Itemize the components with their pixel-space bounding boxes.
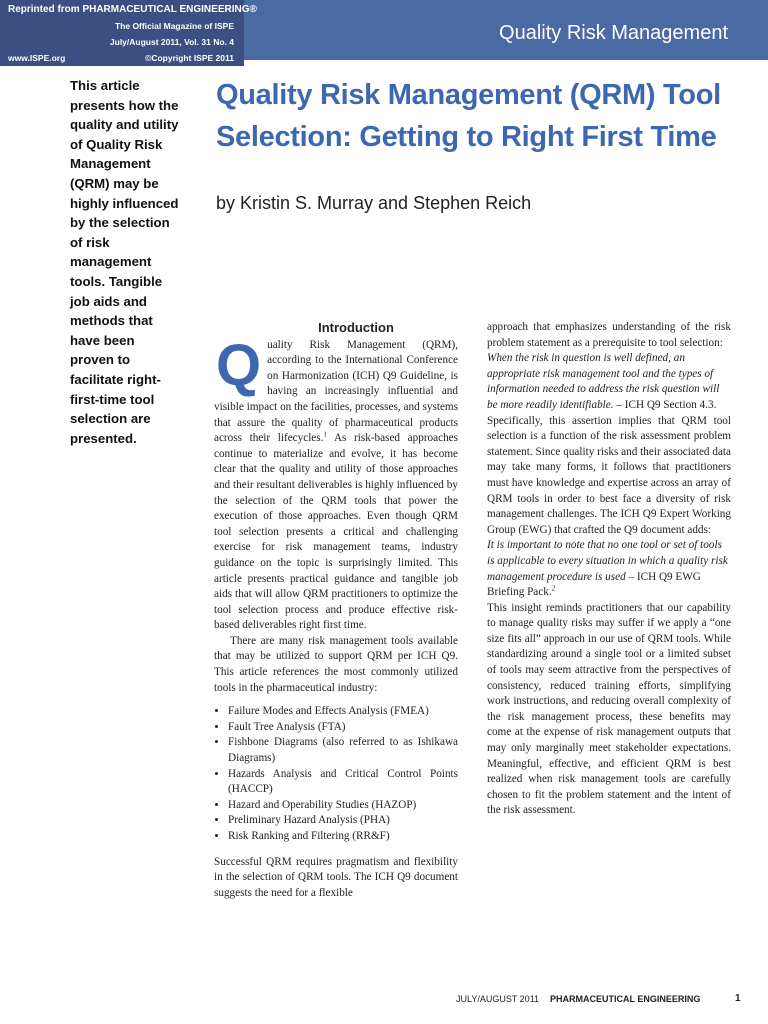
- article-byline: by Kristin S. Murray and Stephen Reich: [216, 193, 532, 213]
- block-quote: [487, 351, 731, 413]
- intro-text-continued: As risk-based approaches continue to materialize and evolve, it has become clear that the quality and utility of those approaches and their resultant deliverables is highly influenced by the selection of the QRM tools that power the execution of those approaches. Even though QRM tool selection presents a critical and challenging exercise for risk management teams, industry guidance on the topic is surprisingly limited. This article presents practical guidance and tangible job aids that will allow QRM practitioners to optimize the tool selection process and produce effective risk-based deliverables right first time.: [214, 432, 458, 632]
- section-title: Quality Risk Management: [499, 22, 728, 44]
- footnote-ref: 2: [551, 584, 556, 593]
- issue-line: July/August 2011, Vol. 31 No. 4: [109, 37, 234, 47]
- page-number: 1: [735, 993, 741, 1004]
- intro-text: uality Risk Management (QRM), according to the International Conference on Harmonization (ICH) Q9 Guideline, is having an increasingly influential and visible impact on the facilities, processes, and systems that assure the quality of pharmaceutical products across their lifecycles.: [214, 338, 458, 445]
- list-item: • Hazards Analysis and Critical Control Points (HACCP): [228, 767, 458, 798]
- column-left: [214, 320, 458, 901]
- reprint-line: Reprinted from PHARMACEUTICAL ENGINEERING®: [8, 4, 257, 15]
- quote-text: When the risk in question is well defined, an appropriate risk management tool and the types of information needed to address the risk question will be more readily identifiable.: [487, 352, 720, 411]
- column-right: [487, 320, 731, 819]
- body-paragraph: Successful QRM requires pragmatism and flexibility in the selection of QRM tools. The ICH Q9 document suggests the need for a flexible: [214, 855, 458, 899]
- intro-paragraph: [214, 332, 458, 634]
- footer-magazine: PHARMACEUTICAL ENGINEERING: [550, 994, 701, 1004]
- list-item: • Risk Ranking and Filtering (RR&F): [228, 829, 458, 845]
- body-paragraph: Specifically, this assertion implies that QRM tool selection is a function of the risk assessment problem statement. Since quality risks and their associated data may take many forms, it follows that practitioners must have knowledge and expertise across an array of QRM tools in order to best face a diversity of risk management challenges. The ICH Q9 Expert Working Group (EWG) that crafted the Q9 document adds:: [487, 414, 731, 536]
- list-item: • Hazard and Operability Studies (HAZOP): [228, 798, 458, 814]
- tools-intro-paragraph: There are many risk management tools available that may be utilized to support QRM per ICH Q9. This article references the most commonly utilized tools in the pharmaceutical industry:: [214, 634, 458, 694]
- list-item: • Preliminary Hazard Analysis (PHA): [228, 813, 458, 829]
- copyright-line: ©Copyright ISPE 2011: [145, 53, 234, 63]
- section-heading-introduction: Introduction: [318, 320, 394, 335]
- footer-issue: JULY/AUGUST 2011: [456, 994, 540, 1004]
- body-paragraph: approach that emphasizes understanding of the risk problem statement as a prerequisite to tool selection:: [487, 321, 731, 349]
- magazine-line: The Official Magazine of ISPE: [114, 21, 234, 31]
- block-quote: [487, 538, 731, 600]
- drop-cap: Q: [216, 332, 262, 398]
- quote-text: It is important to note that no one tool or set of tools is applicable to every situation in which a quality risk management procedure is used: [487, 539, 728, 583]
- tools-list: [214, 704, 458, 844]
- footnote-ref: 1: [323, 430, 327, 439]
- website-link[interactable]: www.ISPE.org: [8, 53, 66, 63]
- quote-source: – ICH Q9 Section 4.3.: [613, 398, 717, 411]
- list-item: • Failure Modes and Effects Analysis (FMEA): [228, 704, 458, 720]
- list-item: • Fishbone Diagrams (also referred to as Ishikawa Diagrams): [228, 735, 458, 766]
- list-item: • Fault Tree Analysis (FTA): [228, 720, 458, 736]
- article-title: Quality Risk Management (QRM) Tool Selection: Getting to Right First Time: [216, 79, 721, 153]
- body-paragraph: This insight reminds practitioners that our capability to manage quality risks may suffer if we apply a “one size fits all” approach in our use of QRM tools. While standardizing around a single tool or a limited subset of tools may seem attractive from the perspectives of consistency, reduced training efforts, simplifying work instructions, and reducing overall complexity of the risk management process, these benefits may come at the expense of risk management outputs that may only marginally meet stakeholder expectations. Meaningful, effective, and efficient QRM is best realized when risk management tools are carefully chosen to fit the problem statement and the intent of the risk assessment.: [487, 601, 731, 817]
- quote-source: – ICH Q9 EWG Briefing Pack.: [487, 570, 701, 599]
- article-abstract: This article presents how the quality and utility of Quality Risk Management (QRM) may be highly influenced by the selection of risk management tools. Tangible job aids and methods that have been proven to facilitate right-first-time tool selection are presented.: [70, 78, 179, 446]
- reprint-box: [0, 0, 257, 66]
